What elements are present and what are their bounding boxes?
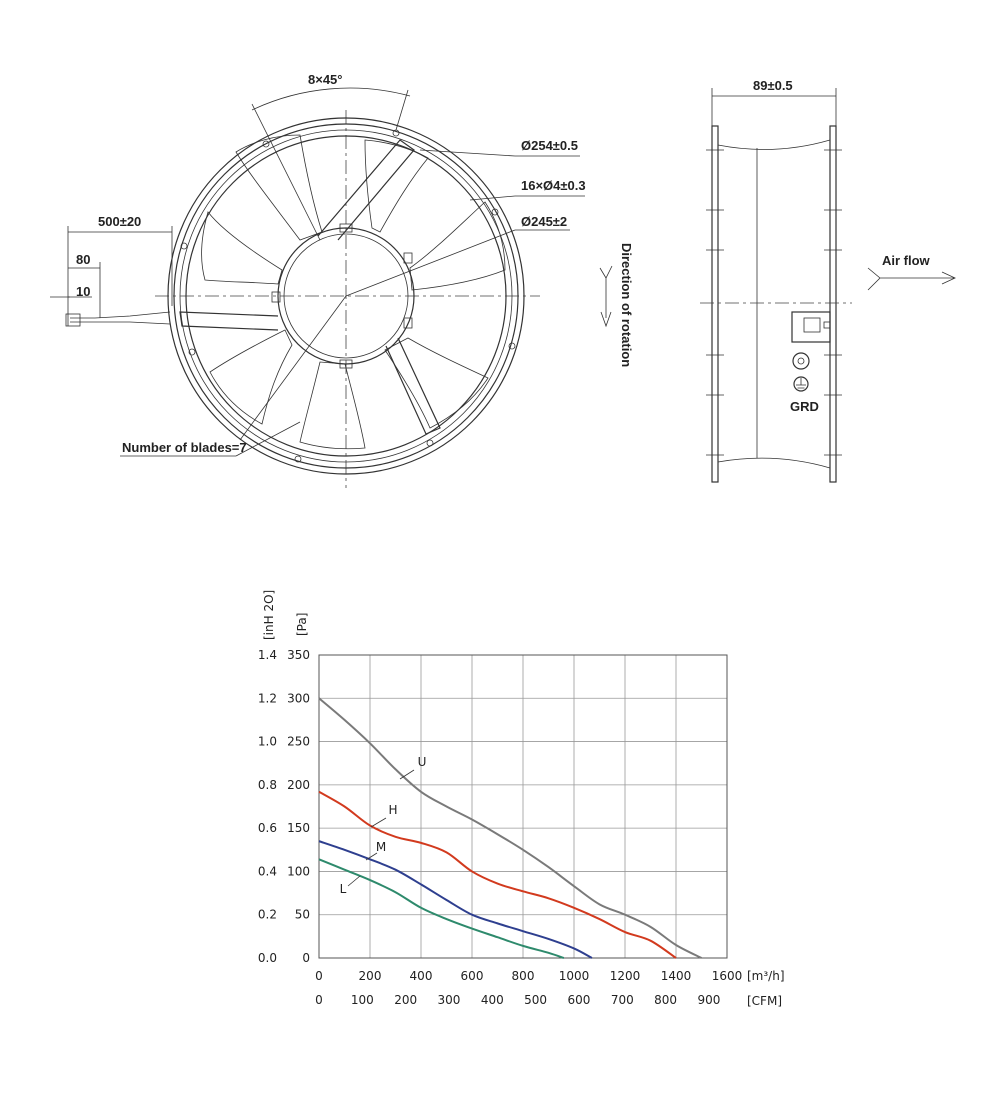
x-tick-cfm: 500 bbox=[524, 993, 548, 1007]
x-tick-cfm: 400 bbox=[480, 993, 504, 1007]
y-tick-inh2o: 0.6 bbox=[257, 821, 277, 836]
x-tick-m3h: 1000 bbox=[558, 969, 590, 983]
outer-diameter-label: Ø254±0.5 bbox=[521, 138, 579, 153]
series-line-H bbox=[319, 792, 676, 958]
strip-length-label: 80 bbox=[76, 252, 91, 267]
series-label-U: U bbox=[417, 755, 427, 769]
series-leader bbox=[348, 876, 360, 886]
y-tick-pa: 300 bbox=[287, 691, 310, 706]
y-tick-inh2o: 0.2 bbox=[257, 907, 277, 922]
blades-label: Number of blades=7 bbox=[122, 440, 247, 455]
x-tick-m3h: 600 bbox=[460, 969, 484, 983]
inner-diameter-label: Ø245±2 bbox=[521, 214, 568, 229]
depth-label: 89±0.5 bbox=[753, 78, 793, 93]
series-label-L: L bbox=[339, 882, 347, 896]
y-tick-pa: 100 bbox=[287, 864, 310, 879]
y-tick-inh2o: 1.0 bbox=[257, 734, 277, 749]
side-view bbox=[700, 78, 955, 482]
angle-label: 8×45° bbox=[308, 72, 343, 87]
cable-length-label: 500±20 bbox=[98, 214, 142, 229]
x-tick-cfm: 800 bbox=[654, 993, 678, 1007]
y-tick-pa: 250 bbox=[287, 734, 310, 749]
series-label-M: M bbox=[375, 840, 387, 854]
airflow-arrow-icon bbox=[868, 268, 955, 290]
rotation-indicator bbox=[600, 243, 634, 367]
pin-length-label: 10 bbox=[76, 284, 91, 299]
x-tick-m3h: 0 bbox=[315, 969, 323, 983]
x-tick-cfm: 900 bbox=[697, 993, 721, 1007]
y-tick-pa: 350 bbox=[287, 648, 310, 662]
y-tick-inh2o: 1.4 bbox=[257, 648, 277, 662]
y-tick-pa: 0 bbox=[302, 951, 310, 965]
xlabel-primary: [m³/h] bbox=[747, 969, 785, 983]
x-tick-m3h: 200 bbox=[358, 969, 382, 983]
x-tick-m3h: 1600 bbox=[711, 969, 743, 983]
y-tick-inh2o: 1.2 bbox=[257, 691, 277, 706]
x-tick-cfm: 0 bbox=[315, 993, 323, 1007]
rotation-label: Direction of rotation bbox=[619, 243, 634, 368]
series-leader bbox=[371, 818, 386, 827]
x-tick-m3h: 400 bbox=[409, 969, 433, 983]
series-label-H: H bbox=[388, 803, 398, 817]
y-tick-pa: 150 bbox=[287, 821, 310, 836]
grd-terminal bbox=[793, 353, 809, 369]
x-tick-cfm: 300 bbox=[437, 993, 461, 1007]
y-tick-inh2o: 0.0 bbox=[257, 951, 277, 965]
grd-label: GRD bbox=[790, 399, 819, 414]
y-tick-pa: 50 bbox=[294, 907, 310, 922]
x-tick-m3h: 800 bbox=[511, 969, 535, 983]
x-tick-m3h: 1200 bbox=[609, 969, 641, 983]
y-tick-inh2o: 0.8 bbox=[257, 777, 277, 792]
x-tick-cfm: 200 bbox=[394, 993, 418, 1007]
cable bbox=[66, 312, 170, 326]
front-view bbox=[50, 72, 586, 488]
airflow-label: Air flow bbox=[882, 253, 930, 268]
blades bbox=[202, 135, 505, 449]
series-line-L bbox=[319, 859, 564, 958]
y-tick-inh2o: 0.4 bbox=[257, 864, 277, 879]
x-tick-m3h: 1400 bbox=[660, 969, 692, 983]
x-tick-cfm: 600 bbox=[567, 993, 591, 1007]
x-tick-cfm: 700 bbox=[610, 993, 634, 1007]
ylabel-left: [inH 2O] bbox=[262, 589, 276, 640]
ylabel-right: [Pa] bbox=[295, 612, 309, 636]
performance-chart bbox=[258, 590, 785, 1008]
holes-label: 16×Ø4±0.3 bbox=[521, 178, 586, 193]
xlabel-secondary: [CFM] bbox=[747, 994, 782, 1008]
y-tick-pa: 200 bbox=[287, 777, 310, 792]
x-tick-cfm: 100 bbox=[350, 993, 374, 1007]
